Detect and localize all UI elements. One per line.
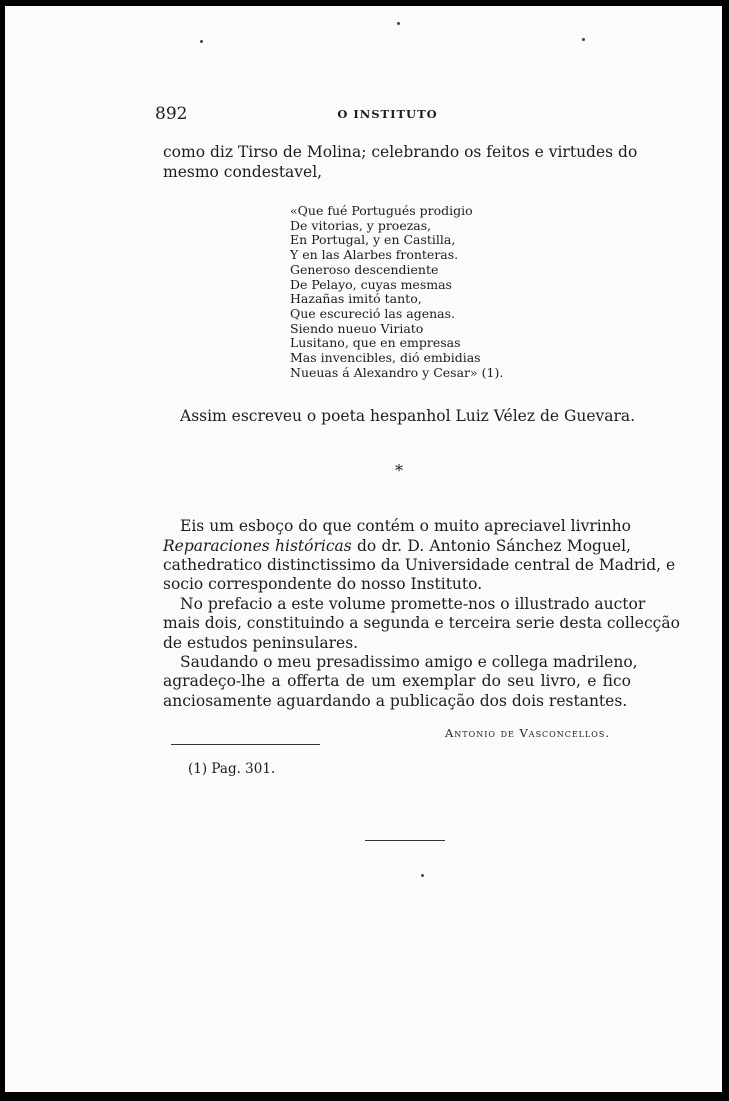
closing-line-3: cathedratico distinctissimo da Universidade central de Madrid, e [163, 556, 676, 574]
closing-line-9: agradeço-lhe a offerta de um exemplar do seu livro, e fico [163, 672, 631, 690]
closing-line-6: mais dois, constituindo a segunda e terceira serie desta collecção [163, 614, 680, 632]
verse-line: Hazañas imitó tanto, [290, 291, 422, 307]
author-signature: Antonio de Vasconcellos. [445, 726, 611, 740]
page-number: 892 [155, 104, 188, 124]
verse-line: Que escureció las agenas. [290, 305, 455, 321]
attribution-line: Assim escreveu o poeta hespanhol Luiz Vélez de Guevara. [180, 407, 636, 425]
verse-line: De Pelayo, cuyas mesmas [290, 276, 452, 292]
verse-line: Lusitano, que en empresas [290, 335, 461, 351]
closing-line-4: socio correspondente do nosso Instituto. [163, 575, 483, 593]
document-page [5, 6, 722, 1092]
verse-line: Generoso descendiente [290, 261, 439, 277]
verse-line: Siendo nueuo Viriato [290, 320, 424, 336]
footnote: (1) Pag. 301. [188, 761, 276, 777]
page-header [155, 104, 620, 124]
intro-line-1: como diz Tirso de Molina; celebrando os feitos e virtudes do [163, 143, 638, 161]
closing-line-5: No prefacio a este volume promette-nos o illustrado auctor [180, 595, 646, 613]
print-speck [200, 40, 203, 43]
closing-line-2 [163, 536, 631, 556]
footnote-divider [171, 744, 320, 745]
intro-line-2: mesmo condestavel, [163, 163, 323, 181]
book-title: Reparaciones históricas [163, 537, 352, 555]
section-separator: * [395, 461, 403, 480]
closing-line-10: anciosamente aguardando a publicação dos dois restantes. [163, 692, 628, 710]
print-speck [397, 22, 400, 25]
closing-line-7: de estudos peninsulares. [163, 634, 359, 652]
verse-line: «Que fué Portugués prodigio [290, 203, 473, 218]
running-title: O INSTITUTO [337, 107, 438, 121]
closing-line-1: Eis um esboço do que contém o muito apreciavel livrinho [180, 517, 631, 535]
verse-line: De vitorias, y proezas, [290, 217, 432, 233]
print-speck [582, 38, 585, 41]
closing-line-2-rest: do dr. D. Antonio Sánchez Moguel, [351, 537, 631, 555]
verse-line: Y en las Alarbes fronteras. [290, 247, 459, 263]
verse-line: Nueuas á Alexandro y Cesar» (1). [290, 364, 504, 380]
print-speck [421, 874, 424, 877]
verse-quotation [290, 204, 503, 380]
end-divider [365, 840, 445, 841]
verse-line: Mas invencibles, dió embidias [290, 350, 481, 366]
closing-line-8: Saudando o meu presadissimo amigo e collega madrileno, [180, 653, 638, 671]
verse-line: En Portugal, y en Castilla, [290, 232, 456, 248]
